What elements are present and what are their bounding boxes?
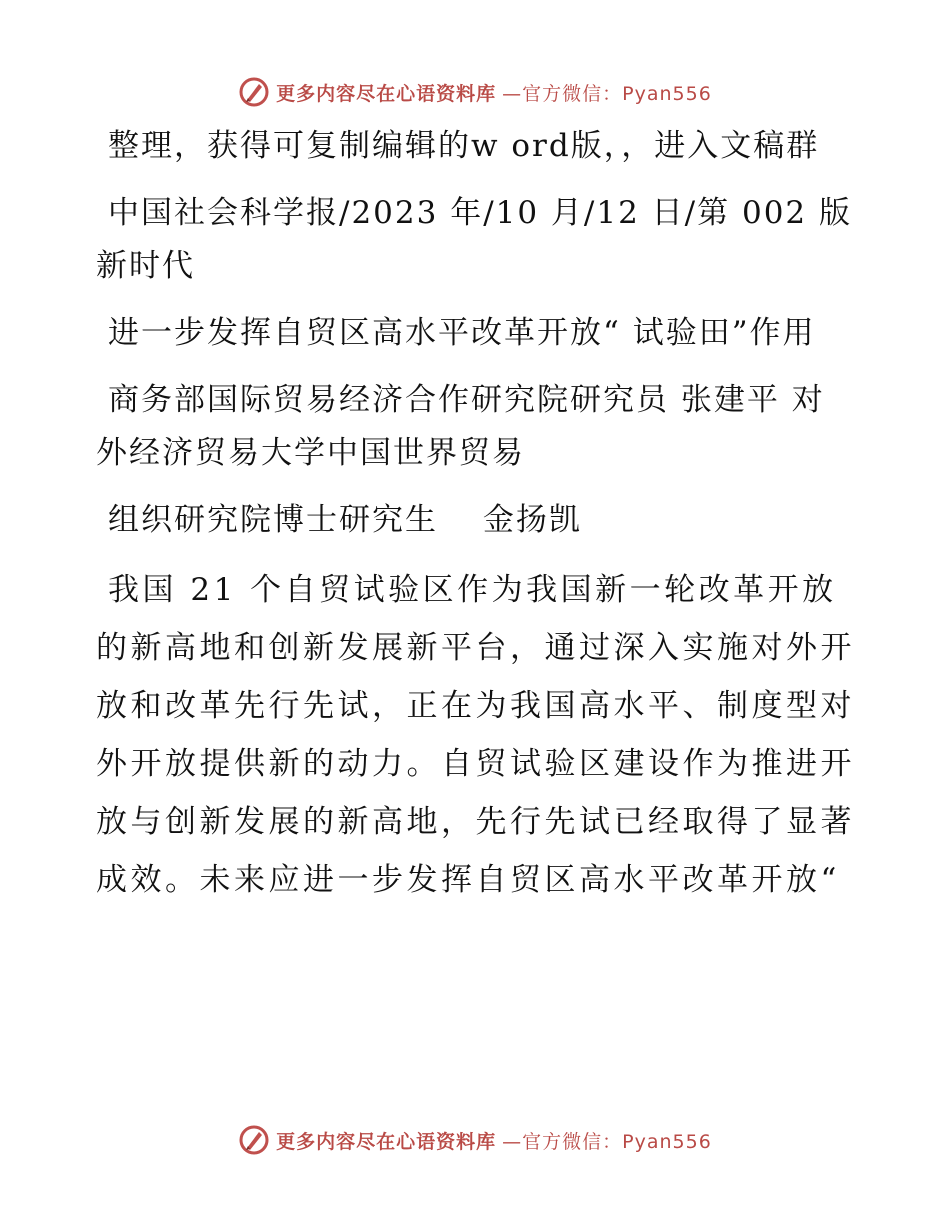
pen-logo-icon <box>238 1124 270 1156</box>
document-body <box>96 120 856 923</box>
watermark-text: 更多内容尽在心语资料库 <box>276 1130 497 1153</box>
header-watermark-banner <box>0 72 950 112</box>
paragraph-source: 中国社会科学报/2023 年/10 月/12 日/第 002 版新时代 <box>96 195 853 284</box>
pen-logo-icon <box>238 76 270 108</box>
watermark-wechat: —官方微信：Pyan556 <box>502 1130 712 1153</box>
paragraph-author-2: 组织研究院博士研究生 金扬凯 <box>108 502 582 538</box>
paragraph-notice: 整理，获得可复制编辑的w ord版，，进入文稿群 <box>108 128 820 164</box>
watermark-wechat: —官方微信：Pyan556 <box>502 82 712 105</box>
paragraph-author-1: 商务部国际贸易经济合作研究院研究员 张建平 对外经济贸易大学中国世界贸易 <box>96 382 825 471</box>
watermark-text: 更多内容尽在心语资料库 <box>276 82 497 105</box>
paragraph-title: 进一步发挥自贸区高水平改革开放“ 试验田”作用 <box>108 315 816 351</box>
footer-watermark-banner <box>0 1120 950 1160</box>
paragraph-body: 我国 21 个自贸试验区作为我国新一轮改革开放的新高地和创新发展新平台，通过深入实施对外开放和改革先行先试，正在为我国高水平、制度型对外开放提供新的动力。自贸试验区建设作为推进开放与创新发展的新高地，先行先试已经取得了显著成效。未来应进一步发挥自贸区高水平改革开放“ <box>96 572 855 898</box>
